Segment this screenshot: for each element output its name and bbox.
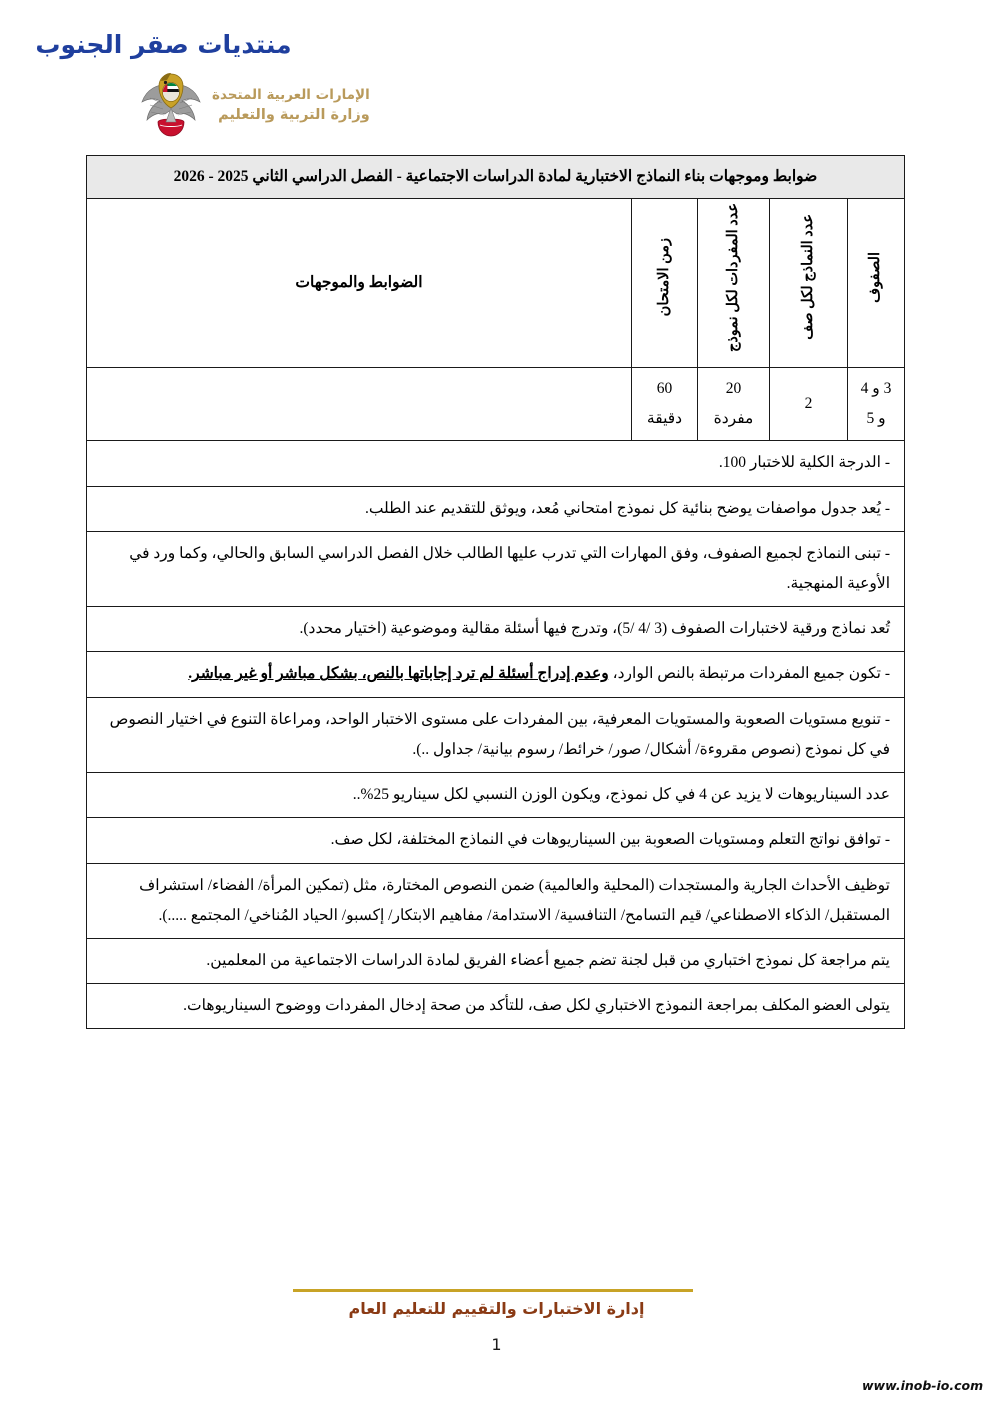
table-row [86,486,904,531]
table-row [86,531,904,606]
value-models-count: 2 [770,367,848,440]
footer-department: إدارة الاختبارات والتقييم للتعليم العام [348,1299,645,1318]
bottom-watermark: www.inob-io.com [862,1378,984,1393]
exam-guidelines-table [86,155,905,1029]
top-watermark: منتديات صقر الجنوب [35,30,292,59]
guideline-text-2: - يُعد جدول مواصفات يوضح بنائية كل نموذج امتحاني مُعد، ويوثق للتقديم عند الطلب. [86,486,904,531]
guideline-text-8: - توافق نواتج التعلم ومستويات الصعوبة بين السيناريوهات في النماذج المختلفة، لكل صف. [86,818,904,863]
table-row [86,939,904,984]
guideline-text-9: توظيف الأحداث الجارية والمستجدات (المحلية والعالمية) ضمن النصوص المختارة، مثل (تمكين المرأة/ الفضاء/ استشراف المستقبل/ الذكاء الاصطناعي/ قيم التسامح/ التنافسية/ الاستدامة/ مفاهيم الابتكار/ إكسبو/ الحياد المُناخي/ المجتمع .....). [86,863,904,938]
table-values-row [86,367,904,440]
value-items-per-model [698,367,770,440]
table-row [86,818,904,863]
guideline-text-11: يتولى العضو المكلف بمراجعة النموذج الاختباري لكل صف، للتأكد من صحة إدخال المفردات ووضوح السيناريوهات. [86,984,904,1029]
table-row [86,773,904,818]
table-header-row [86,198,904,367]
ministry-logo-line1: الإمارات العربية المتحدة [212,86,370,103]
column-header-items-per-model: عدد المفردات لكل نموذج [698,198,770,367]
guideline-5-plain: - تكون جميع المفردات مرتبطة بالنص الوارد، [608,665,890,683]
guideline-text-7: عدد السيناريوهات لا يزيد عن 4 في كل نموذج، ويكون الوزن النسبي لكل سيناريو 25%.. [86,773,904,818]
footer-divider [293,1289,693,1292]
page-title: ضوابط وموجهات بناء النماذج الاختبارية لمادة الدراسات الاجتماعية - الفصل الدراسي الثاني 2025 - 2026 [86,156,904,199]
table-row [86,984,904,1029]
value-items-unit: مفردة [713,410,754,428]
uae-falcon-emblem-icon [140,68,202,144]
column-header-exam-time: زمن الامتحان [632,198,698,367]
table-row [86,607,904,652]
table-title-row [86,156,904,199]
table-row [86,697,904,772]
table-row [86,441,904,486]
guideline-text-1: - الدرجة الكلية للاختبار 100. [86,441,904,486]
page-number: 1 [491,1335,502,1354]
ministry-logo [140,68,370,144]
value-grades-line2: و 5 [866,410,886,428]
ministry-logo-line2: وزارة التربية والتعليم [218,107,370,124]
guideline-text-5 [86,652,904,697]
guideline-text-4: تُعد نماذج ورقية لاختبارات الصفوف (3 /4 /5)، وتدرج فيها أسئلة مقالية وموضوعية (اختيار محدد). [86,607,904,652]
value-grades-line1: 3 و 4 [860,379,892,397]
guideline-text-10: يتم مراجعة كل نموذج اختباري من قبل لجنة تضم جميع أعضاء الفريق لمادة الدراسات الاجتماعية من المعلمين. [86,939,904,984]
values-row-spacer [86,367,631,440]
value-items-number: 20 [725,379,742,397]
value-exam-time-number: 60 [656,379,673,397]
value-exam-time-unit: دقيقة [646,410,683,428]
guideline-text-3: - تبنى النماذج لجميع الصفوف، وفق المهارات التي تدرب عليها الطالب خلال الفصل الدراسي السابق والحالي، وكما ورد في الأوعية المنهجية. [86,531,904,606]
table-row [86,863,904,938]
value-exam-time [632,367,698,440]
column-header-models-per-grade: عدد النماذج لكل صف [770,198,848,367]
guideline-5-emphasis: وعدم إدراج أسئلة لم ترد إجاباتها بالنص، بشكل مباشر أو غير مباشر. [188,665,609,683]
guideline-text-6: - تنويع مستويات الصعوبة والمستويات المعرفية، بين المفردات على مستوى الاختبار الواحد، ومراعاة التنوع في اختيار النصوص في كل نموذج (نصوص مقروءة/ أشكال/ صور/ خرائط/ رسوم بيانية/ جداول ..). [86,697,904,772]
column-header-grades: الصفوف [848,198,905,367]
ministry-logo-text [212,86,370,127]
column-header-guidelines: الضوابط والموجهات [86,198,631,367]
value-grades [848,367,905,440]
table-row [86,652,904,697]
